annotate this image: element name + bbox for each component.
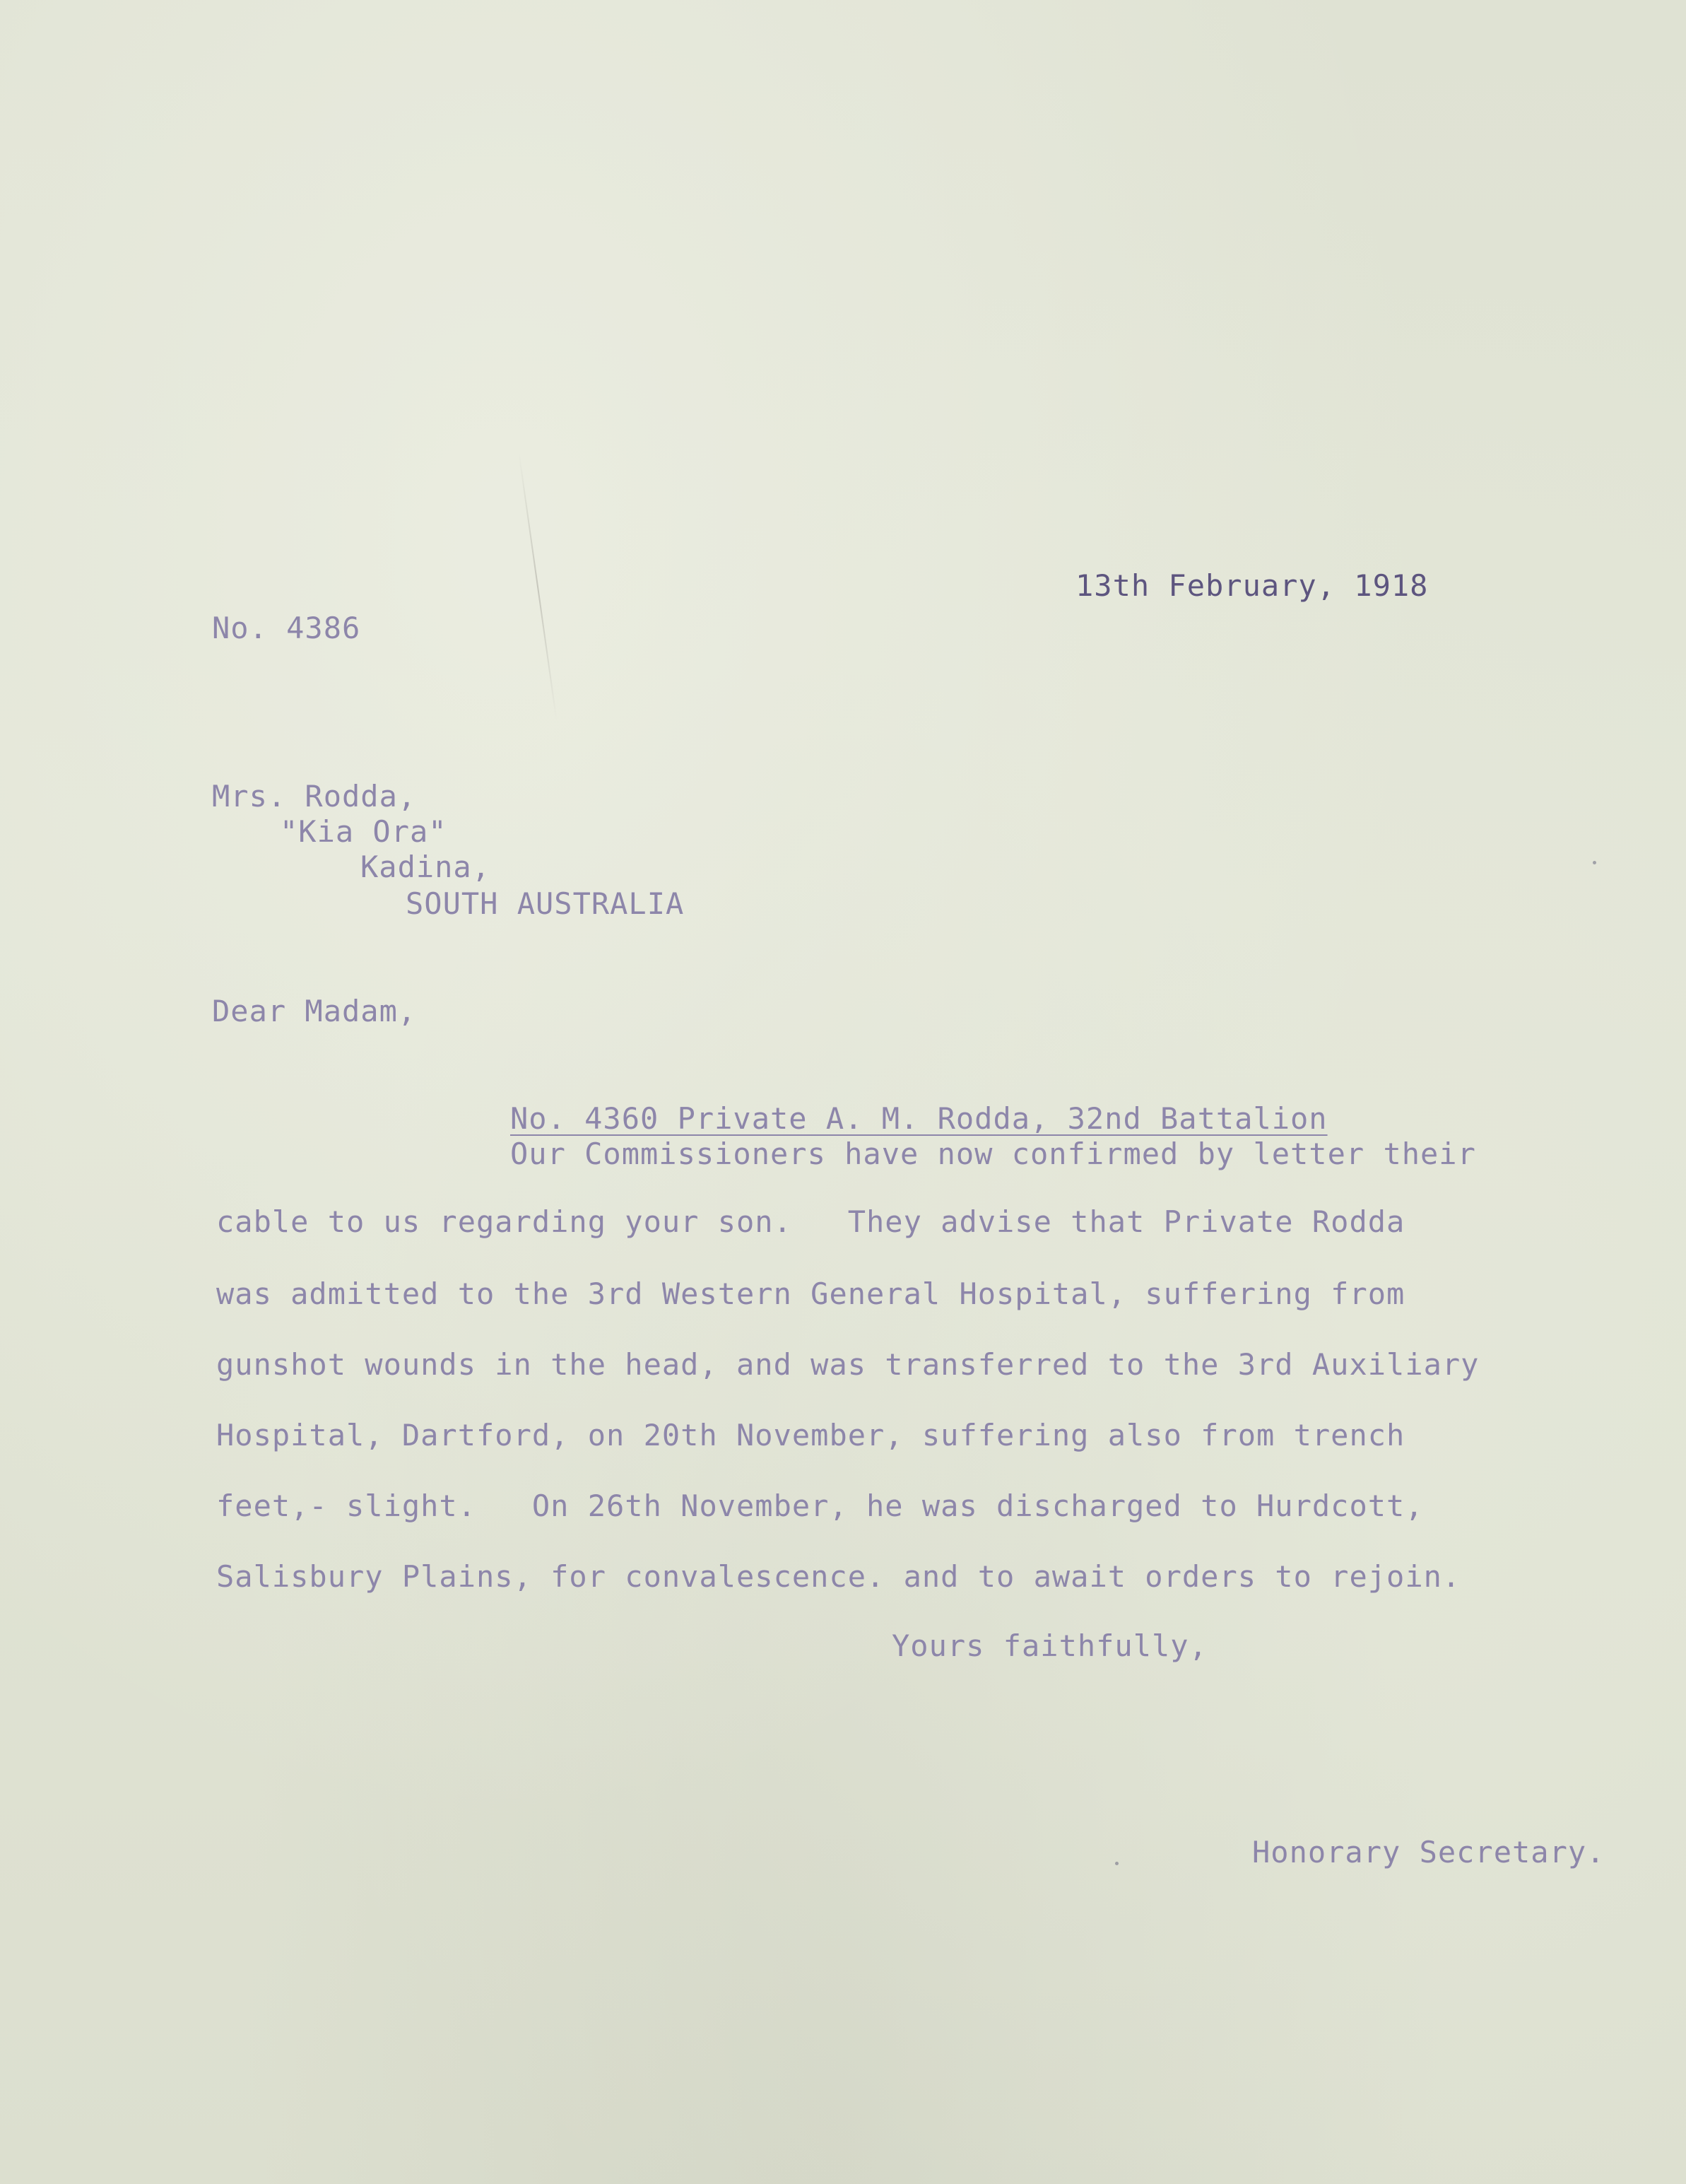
body-line: Salisbury Plains, for convalescence. and to await orders to rejoin. xyxy=(216,1559,1461,1594)
salutation: Dear Madam, xyxy=(212,994,417,1028)
body-line: was admitted to the 3rd Western General Hospital, suffering from xyxy=(216,1276,1405,1311)
address-line-house: "Kia Ora" xyxy=(280,814,447,849)
ink-speck xyxy=(1115,1862,1119,1865)
signature-title: Honorary Secretary. xyxy=(1252,1835,1605,1869)
body-line: feet,- slight. On 26th November, he was discharged to Hurdcott, xyxy=(216,1489,1424,1523)
body-line: gunshot wounds in the head, and was transferred to the 3rd Auxiliary xyxy=(216,1347,1480,1382)
body-line: cable to us regarding your son. They advise that Private Rodda xyxy=(216,1204,1405,1239)
paper-fold-mark xyxy=(519,454,558,720)
ink-speck xyxy=(1593,861,1596,864)
closing: Yours faithfully, xyxy=(892,1628,1208,1663)
address-line-name: Mrs. Rodda, xyxy=(212,779,417,814)
address-line-state: SOUTH AUSTRALIA xyxy=(406,886,685,921)
body-line: Hospital, Dartford, on 20th November, suffering also from trench xyxy=(216,1418,1405,1452)
reference-number: No. 4386 xyxy=(212,611,361,645)
body-line: Our Commissioners have now confirmed by letter their xyxy=(510,1137,1476,1171)
address-line-town: Kadina, xyxy=(360,850,491,884)
subject-line: No. 4360 Private A. M. Rodda, 32nd Battalion xyxy=(510,1101,1328,1136)
letter-date: 13th February, 1918 xyxy=(1075,568,1429,603)
